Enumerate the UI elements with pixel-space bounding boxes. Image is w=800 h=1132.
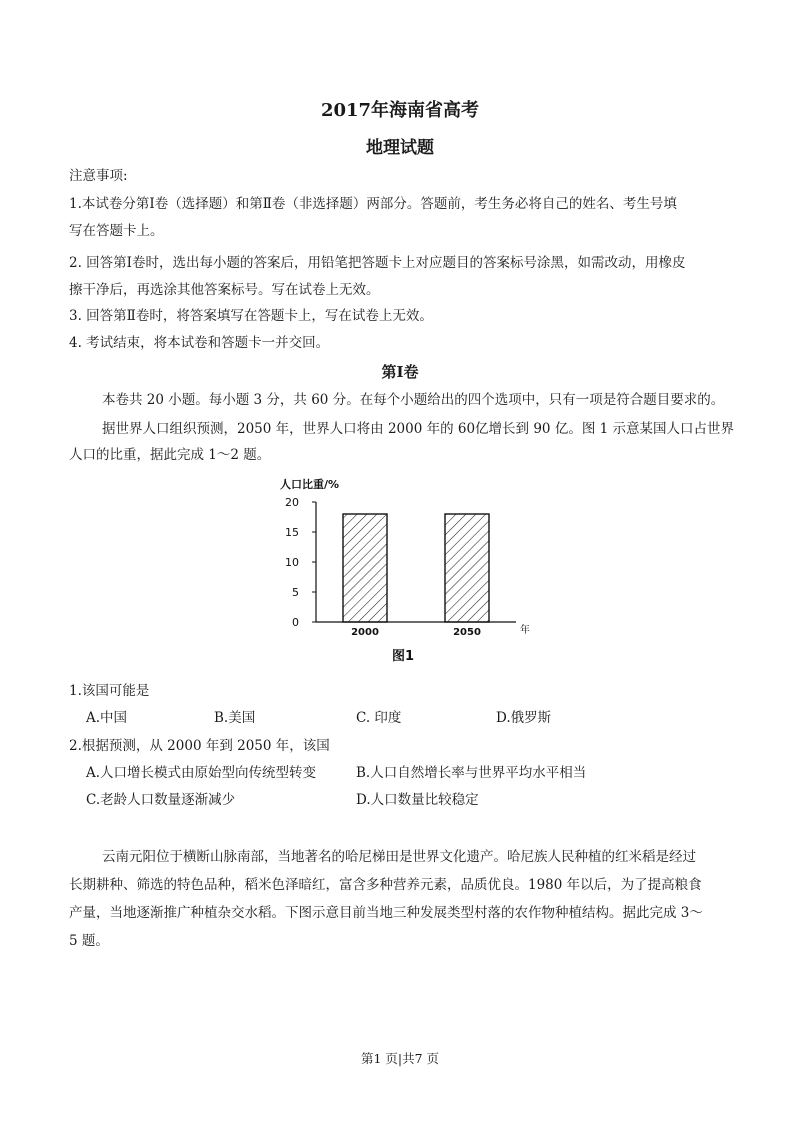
q2-option-c: C.老龄人口数量逐渐减少	[86, 792, 236, 808]
passage2-line: 长期耕种、筛选的特色品种，稻米色泽暗红，富含多种营养元素，品质优良。1980 年以后，为了提高粮食	[69, 877, 702, 893]
notice-line: 擦干净后，再选涂其他答案标号。写在试卷上无效。	[69, 282, 380, 298]
x-axis-label: 年	[520, 625, 530, 636]
page-subtitle: 地理试题	[366, 138, 434, 158]
question-1-stem: 1.该国可能是	[69, 683, 150, 699]
notice-line: 1.本试卷分第Ⅰ卷（选择题）和第Ⅱ卷（非选择题）两部分。答题前，考生务必将自己的姓名、考生号填	[69, 196, 677, 212]
notice-line: 3. 回答第Ⅱ卷时，将答案填写在答题卡上，写在试卷上无效。	[69, 308, 433, 324]
q1-option-d: D.俄罗斯	[496, 710, 552, 726]
q1-option-b: B.美国	[214, 710, 256, 726]
page-footer: 第1 页|共7 页	[360, 1051, 440, 1066]
y-tick-label: 10	[285, 556, 299, 569]
page-title: 2017年海南省高考	[320, 100, 480, 121]
q1-option-c: C. 印度	[356, 710, 402, 726]
notice-heading: 注意事项:	[69, 168, 128, 184]
y-tick-label: 0	[292, 616, 299, 629]
y-tick-label: 5	[292, 586, 299, 599]
q2-option-a: A.人口增长模式由原始型向传统型转变	[86, 765, 317, 781]
passage-line: 人口的比重，据此完成 1～2 题。	[69, 447, 271, 463]
bar-2000	[343, 514, 387, 622]
q1-option-a: A.中国	[86, 710, 128, 726]
x-tick-label: 2000	[351, 627, 379, 638]
passage2-line: 产量，当地逐渐推广种植杂交水稻。下图示意目前当地三种发展类型村落的农作物种植结构。据此完成 3～	[69, 905, 703, 921]
y-tick-label: 15	[285, 526, 299, 539]
x-tick-label: 2050	[453, 627, 481, 638]
bar-2050	[445, 514, 489, 622]
y-tick-label: 20	[285, 496, 299, 509]
passage2-line: 云南元阳位于横断山脉南部，当地著名的哈尼梯田是世界文化遗产。哈尼族人民种植的红米稻是经过	[102, 849, 696, 865]
passage2-line: 5 题。	[69, 933, 109, 949]
y-axis-label: 人口比重/%	[280, 478, 340, 491]
notice-line: 2. 回答第Ⅰ卷时，选出每小题的答案后，用铅笔把答题卡上对应题目的答案标号涂黑，如需改动，用橡皮	[69, 255, 686, 271]
passage-line: 据世界人口组织预测，2050 年，世界人口将由 2000 年的 60亿增长到 90 亿。图 1 示意某国人口占世界	[102, 421, 734, 437]
q2-option-b: B.人口自然增长率与世界平均水平相当	[356, 765, 587, 781]
notice-line: 4. 考试结束，将本试卷和答题卡一并交回。	[69, 335, 330, 351]
chart-caption: 图1	[391, 649, 415, 664]
notice-line: 写在答题卡上。	[69, 223, 164, 239]
population-share-chart	[276, 476, 546, 671]
q2-option-d: D.人口数量比较稳定	[356, 792, 479, 808]
question-2-stem: 2.根据预测，从 2000 年到 2050 年，该国	[69, 738, 330, 754]
section-title: 第Ⅰ卷	[381, 363, 419, 381]
section-intro: 本卷共 20 小题。每小题 3 分，共 60 分。在每个小题给出的四个选项中，只有一项是符合题目要求的。	[102, 392, 725, 408]
